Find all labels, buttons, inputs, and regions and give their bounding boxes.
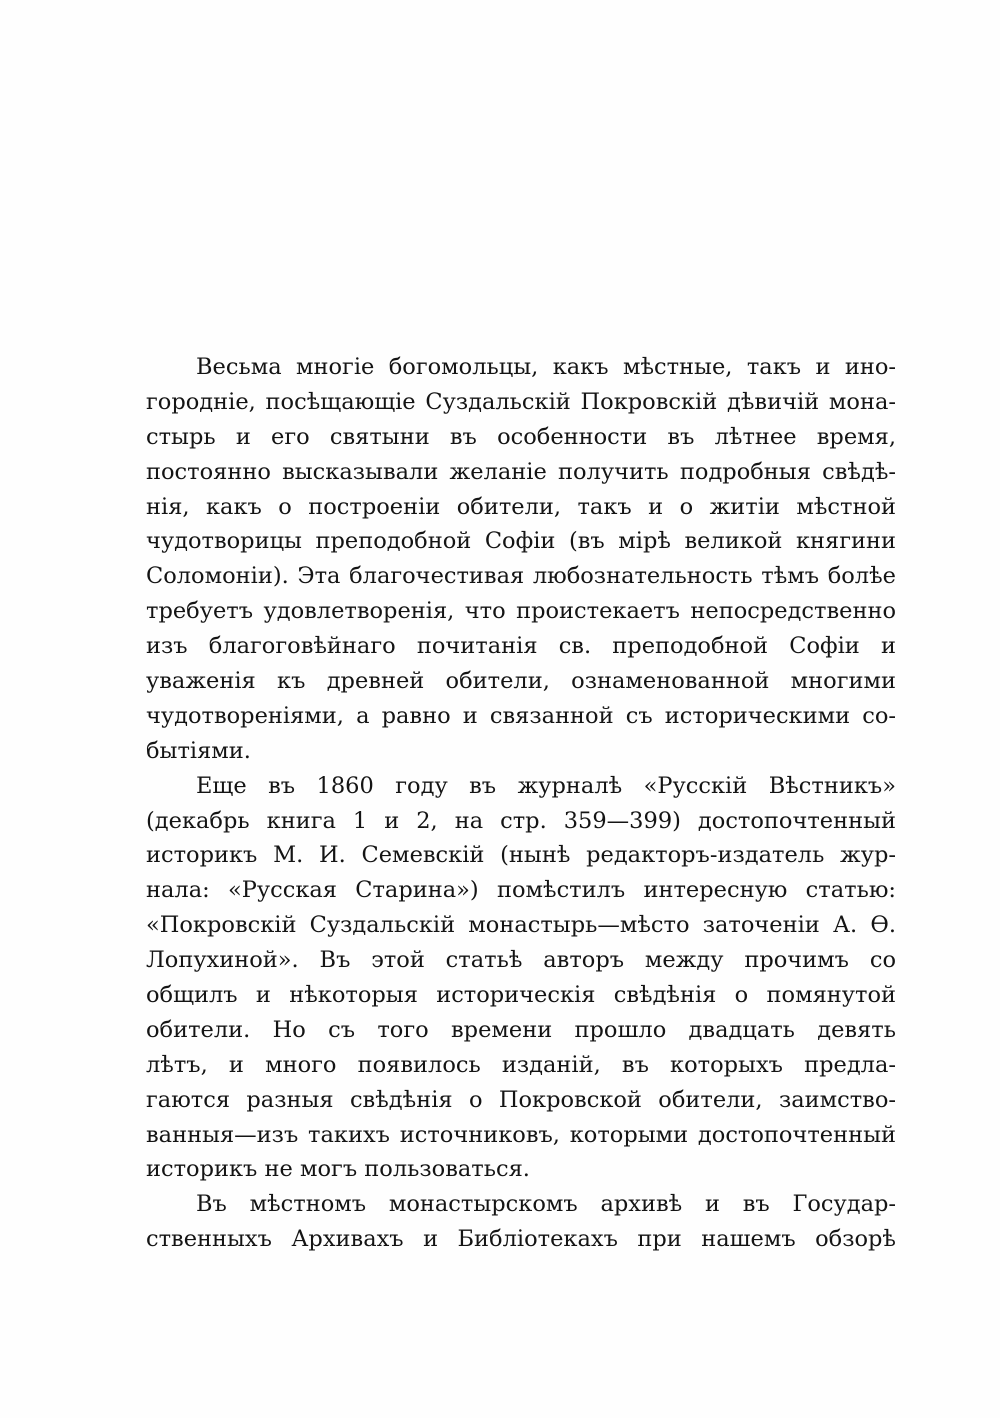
text-line: общилъ и нѣкоторыя историческiя свѣдѣнiя о помянутой	[146, 982, 896, 1009]
text-line: Еще въ 1860 году въ журналѣ «Русскiй Вѣстникъ»	[196, 772, 896, 799]
body-text	[146, 350, 896, 1257]
text-line: изъ благоговѣйнаго почитанiя св. преподобной Софiи и	[146, 633, 896, 660]
text-line: обители. Но съ того времени прошло двадцать девять	[146, 1016, 896, 1043]
text-line: стырь и его святыни въ особенности въ лѣтнее время,	[146, 423, 896, 450]
text-line: бытiями.	[146, 737, 251, 764]
text-line: постоянно высказывали желанiе получить подробныя свѣдѣ-	[146, 458, 896, 485]
text-line: уваженiя къ древней обители, ознаменованной многими	[146, 668, 896, 695]
text-line: ванныя—изъ такихъ источниковъ, которыми достопочтенный	[146, 1121, 896, 1148]
text-line: лѣтъ, и много появилось изданiй, въ которыхъ предла-	[146, 1051, 896, 1078]
text-line: городнiе, посѣщающiе Суздальскiй Покровскiй дѣвичiй мона-	[146, 388, 896, 415]
text-line: ственныхъ Архивахъ и Библiотекахъ при нашемъ обзорѣ	[146, 1226, 896, 1253]
text-line: историкъ М. И. Семевскiй (нынѣ редакторъ-издатель жур-	[146, 842, 896, 869]
text-line: чудотворицы преподобной Софiи (въ мiрѣ великой княгини	[146, 528, 896, 555]
text-line: требуетъ удовлетворенiя, что проистекаетъ непосредственно	[146, 598, 896, 625]
text-line: Соломонiи). Эта благочестивая любознательность тѣмъ болѣе	[146, 563, 896, 590]
text-line: Въ мѣстномъ монастырскомъ архивѣ и въ Государ-	[196, 1191, 896, 1218]
paragraph-3	[146, 1187, 896, 1257]
text-line: Лопухиной». Въ этой статьѣ авторъ между прочимъ со	[146, 947, 896, 974]
paragraph-1	[146, 350, 896, 769]
text-line: (декабрь книга 1 и 2, на стр. 359—399) достопочтенный	[146, 807, 896, 834]
text-line: «Покровскiй Суздальскiй монастырь—мѣсто заточенiи А. Ѳ.	[146, 912, 896, 939]
text-line: историкъ не могъ пользоваться.	[146, 1156, 530, 1183]
text-line: гаются разныя свѣдѣнiя о Покровской обители, заимство-	[146, 1086, 896, 1113]
text-line: нiя, какъ о построенiи обители, такъ и о житiи мѣстной	[146, 493, 896, 520]
text-line: Весьма многiе богомольцы, какъ мѣстные, такъ и ино-	[196, 354, 896, 380]
text-line: чудотворенiями, а равно и связанной съ историческими со-	[146, 702, 896, 729]
paragraph-2	[146, 769, 896, 1188]
text-line: нала: «Русская Старина») помѣстилъ интересную статью:	[146, 877, 896, 904]
